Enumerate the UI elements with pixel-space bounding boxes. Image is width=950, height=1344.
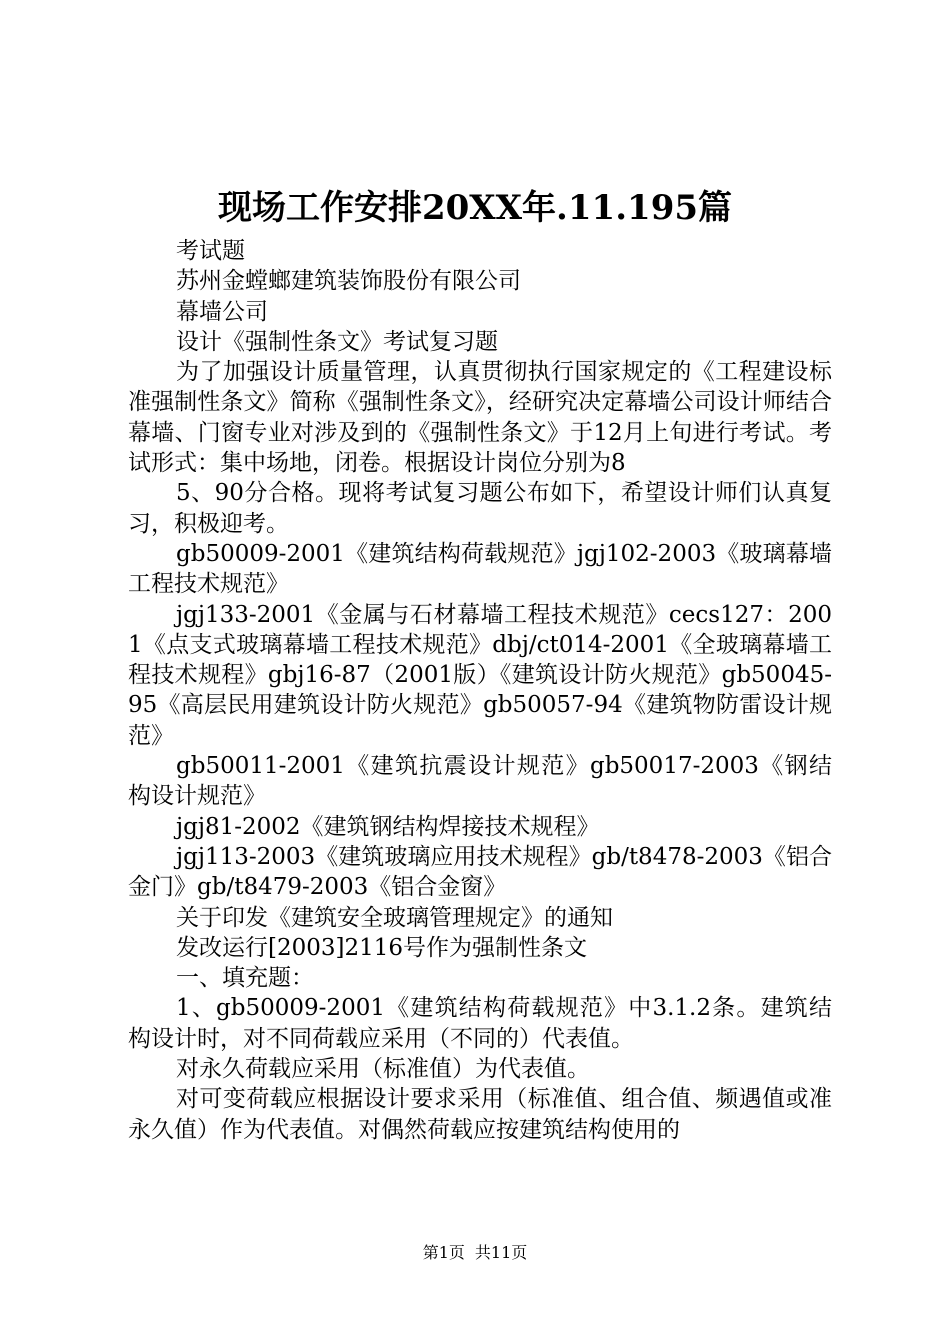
- paragraph: 幕墙公司: [176, 298, 268, 325]
- paragraph: 关于印发《建筑安全玻璃管理规定》的通知: [176, 904, 613, 931]
- paragraph: 考试题: [176, 238, 245, 264]
- paragraph: 一、填充题：: [176, 965, 314, 992]
- page-footer: [0, 1241, 950, 1265]
- paragraph: 1、gb50009-2001《建筑结构荷载规范》中3.1.2条。建筑结构设计时，对不同荷载应采用（不同的）代表值。: [128, 995, 832, 1052]
- paragraph: 苏州金螳螂建筑装饰股份有限公司: [176, 268, 521, 295]
- page-number: 第1页: [422, 1243, 465, 1262]
- paragraph: 对永久荷载应采用（标准值）为代表值。: [176, 1056, 590, 1083]
- document-body: [128, 236, 832, 1145]
- paragraph: 对可变荷载应根据设计要求采用（标准值、组合值、频遇值或准永久值）作为代表值。对偶然荷载应按建筑结构使用的: [128, 1086, 832, 1143]
- paragraph: 5、90分合格。现将考试复习题公布如下，希望设计师们认真复习，积极迎考。: [128, 480, 832, 537]
- paragraph: 为了加强设计质量管理，认真贯彻执行国家规定的《工程建设标准强制性条文》简称《强制性条文》，经研究决定幕墙公司设计师结合幕墙、门窗专业对涉及到的《强制性条文》于12月上旬进行考试。考试形式：集中场地，闭卷。根据设计岗位分别为8: [128, 359, 832, 477]
- page-title: 现场工作安排20XX年.11.195篇: [217, 188, 733, 228]
- paragraph: 发改运行[2003]2116号作为强制性条文: [176, 934, 588, 961]
- page-total: 共11页: [474, 1243, 528, 1262]
- paragraph: 设计《强制性条文》考试复习题: [176, 328, 498, 355]
- paragraph: gb50009-2001《建筑结构荷载规范》jgj102-2003《玻璃幕墙工程技术规范》: [128, 540, 832, 598]
- paragraph: jgj133-2001《金属与石材幕墙工程技术规范》cecs127：2001《点支式玻璃幕墙工程技术规范》dbj/ct014-2001《全玻璃幕墙工程技术规程》gbj16-87（2001版）《建筑设计防火规范》gb50045-95《高层民用建筑设计防火规范》gb50057-94《建筑物防雷设计规范》: [128, 601, 832, 749]
- paragraph: jgj113-2003《建筑玻璃应用技术规程》gb/t8478-2003《铝合金门》gb/t8479-2003《铝合金窗》: [128, 843, 832, 901]
- paragraph: gb50011-2001《建筑抗震设计规范》gb50017-2003《钢结构设计规范》: [128, 753, 832, 810]
- paragraph: jgj81-2002《建筑钢结构焊接技术规程》: [176, 813, 600, 840]
